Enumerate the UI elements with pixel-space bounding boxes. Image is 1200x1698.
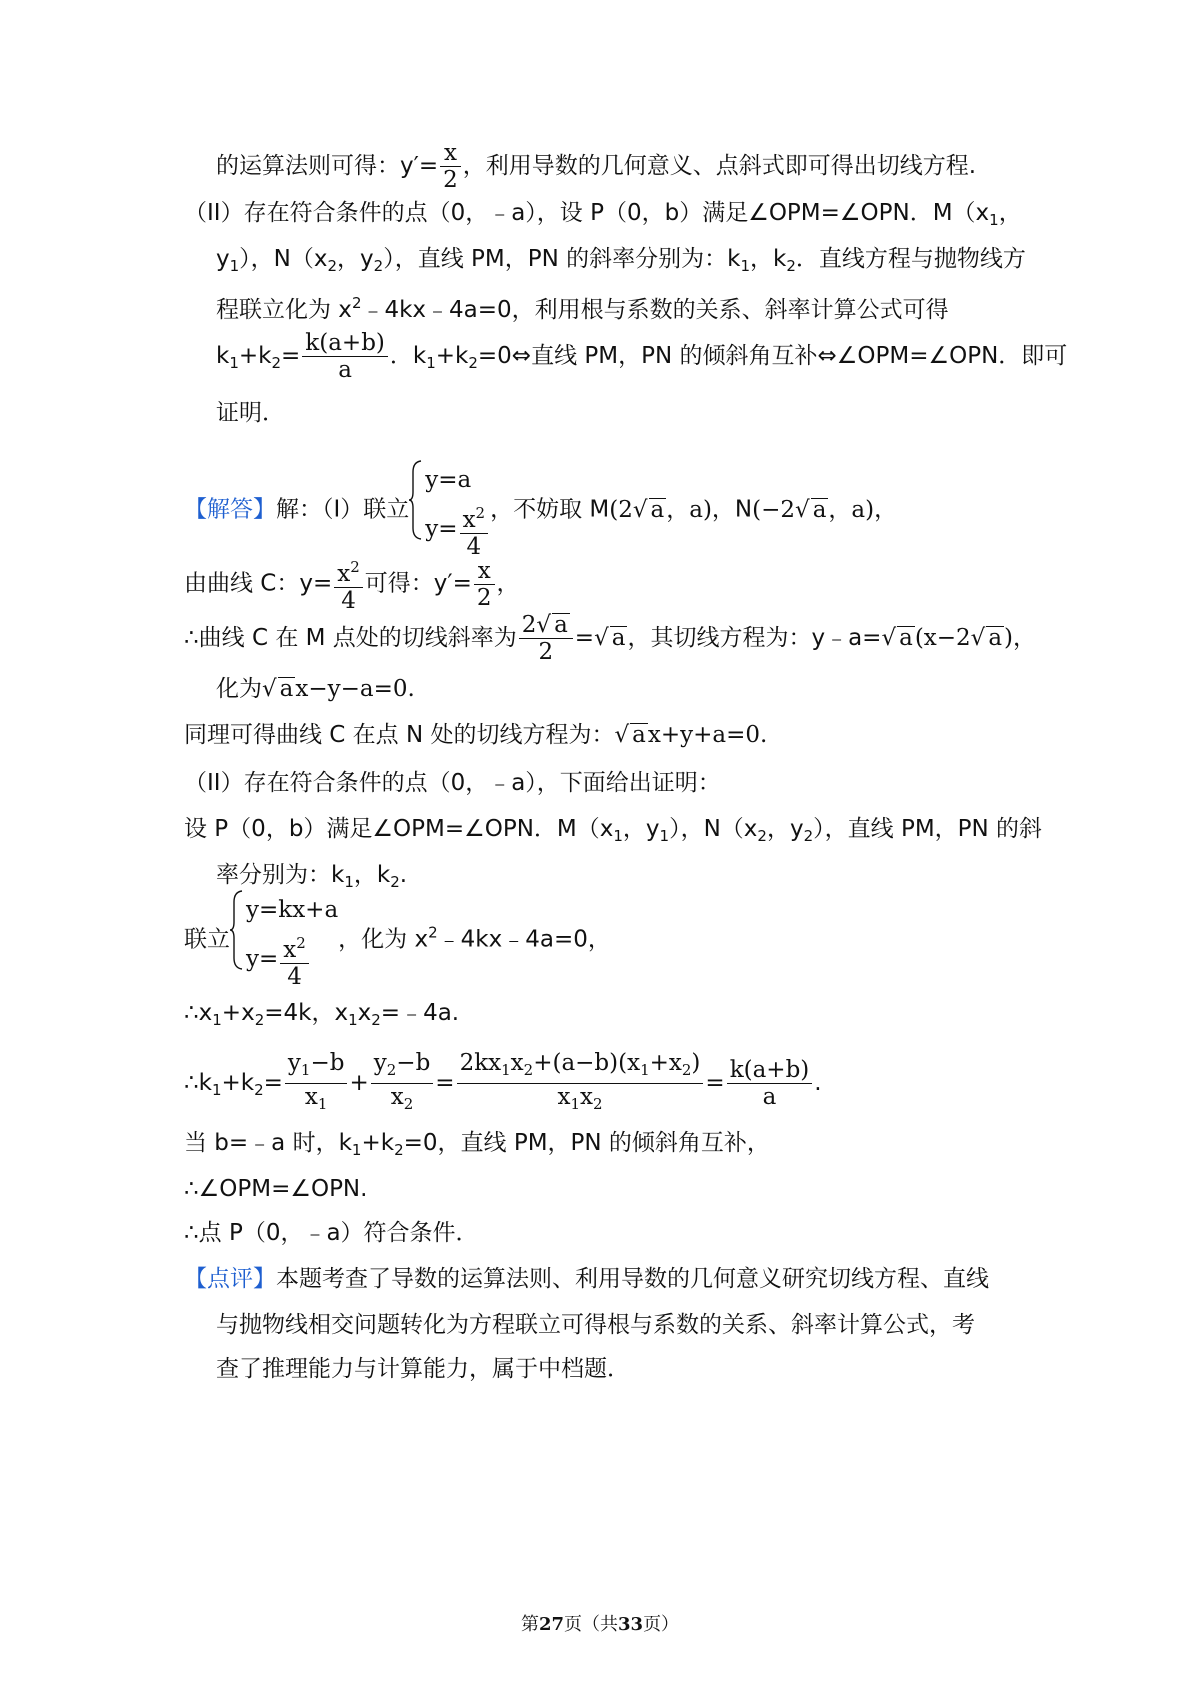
text-line: $\therefore k_1+k_2=$ $\frac{y_1-b}{x_1}$ + $\frac{y_2-b}{x_2}$ = $\frac{2kx_1x_2+(a-b)(x_1+x_2)}{x_1x_2}$ = $\frac{k(a+b)}{a}$ .: [184, 1050, 1200, 1117]
text: 当 b=﹣a 时，k: [184, 1130, 352, 1156]
text-line: $\therefore x_1+x_2=4k$，$x_1x_2=﹣4a$.: [184, 1000, 460, 1029]
text: y: [216, 246, 230, 272]
text-line: [216, 396, 1200, 430]
text: ，N: [711, 496, 753, 523]
text-line: （II）存在符合条件的点（0，﹣a），设 P（0，b）满足∠OPM=∠OPN．$M(x_1$，: [184, 200, 1022, 229]
text-line: $k_1+k_2=$ $\frac{k(a+b)}{a}$ ．$k_1+k_2=0\Leftrightarrow$直线 PM，PN 的倾斜角互补⇔∠OPM=∠OPN．即可: [216, 330, 1068, 383]
text: 联立: [184, 926, 230, 953]
answer-tag: 【解答】: [184, 496, 276, 523]
text-line: 由曲线 C：y= $\frac{x^2}{4}$ 可得：y′= $\frac{x}{2}$ ，: [184, 554, 1200, 614]
text: 率分别为：k: [216, 862, 345, 888]
text: 程联立化为 x: [216, 297, 352, 323]
text: =﹣4a.: [380, 1000, 460, 1026]
text: ，不妨取 M: [490, 496, 610, 523]
text: 同理可得曲线 C 在点 N 处的切线方程为：: [184, 722, 615, 748]
text: 由曲线 C：y=: [184, 570, 333, 597]
page-total: 33: [618, 1614, 644, 1635]
text-line: 程联立化为 $x^2﹣4kx﹣4a=0$，利用根与系数的关系、斜率计算公式可得: [216, 294, 949, 323]
text-line: ∴曲线 C 在 M 点处的切线斜率为 $\frac{2√ a}{2}$ =√ a，其切线方程为：y﹣a=√ a(x−2√ a)，: [184, 612, 1037, 665]
footer-text: 页（共: [564, 1614, 618, 1635]
text-line: [184, 1172, 1200, 1206]
text: ，k: [750, 246, 787, 272]
text: 的运算法则可得：y′=: [216, 153, 439, 179]
text-line: [184, 1262, 1200, 1296]
fraction: $\frac{y_1-b}{x_1}$: [285, 1050, 348, 1117]
text-line: [184, 766, 1200, 800]
text: x+y+a=0.: [647, 722, 768, 748]
fraction: $\frac{k(a+b)}{a}$: [302, 330, 388, 383]
text-line: 率分别为：$k_1$，$k_2$.: [216, 862, 408, 891]
equation-system: y=kx+a y= $\frac{x^2}{4}$: [230, 890, 338, 990]
text: 可得：y′=: [364, 570, 472, 597]
text: （II）存在符合条件的点（0，﹣a），设 P（0，b）满足∠OPM=∠OPN．M（x: [184, 200, 990, 226]
fraction: $\frac{x^2}{4}$: [334, 554, 363, 614]
text-line: 当 b=﹣a 时，$k_1+k_2=0$，直线 PM，PN 的倾斜角互补，: [184, 1130, 770, 1159]
text-line: [216, 1308, 1200, 1342]
review-tag: 【点评】: [184, 1266, 276, 1292]
fraction: $\frac{k(a+b)}{a}$: [727, 1057, 813, 1110]
text-line: 化为√ ax−y−a=0.: [216, 676, 415, 702]
text: ），直线 PM，PN 的斜率分别为：k: [383, 246, 741, 272]
text: ，化为 x: [338, 926, 429, 953]
footer-text: 页）: [643, 1614, 680, 1635]
text: ﹣4kx﹣4a=0，利用根与系数的关系、斜率计算公式可得: [361, 297, 949, 323]
text: ．k: [389, 343, 427, 369]
text: ∴k: [184, 1070, 212, 1096]
text: ∴x: [184, 1000, 213, 1026]
text-line: 设 P（0，b）满足∠OPM=∠OPN．$M(x_1$，$y_1$），$N(x_2$，$y_2$），直线 PM，PN 的斜: [184, 816, 1043, 845]
text-line: 【解答】解：（I）联立 y=a y= $\frac{x^2}{4}$ ，不妨取 M(2√ a，a)，N(−2√ a，a)，: [184, 460, 1200, 560]
text: =4k，x: [264, 1000, 349, 1026]
text: 解：（I）联立: [276, 496, 410, 523]
text: 与抛物线相交问题转化为方程联立可得根与系数的关系、斜率计算公式，考: [216, 1312, 975, 1338]
fraction: $\frac{x}{2}$: [474, 558, 495, 611]
page-footer: [0, 1610, 1200, 1636]
text: ，利用导数的几何意义、点斜式即可得出切线方程.: [462, 153, 977, 179]
text-line: $y_1$），$N(x_2$，$y_2$），直线 PM，PN 的斜率分别为：$k_1$，$k_2$．直线方程与抛物线方: [216, 246, 1026, 275]
text: =0⇔直线 PM，PN 的倾斜角互补⇔∠OPM=∠OPN．即可: [477, 343, 1068, 369]
footer-text: 第: [520, 1614, 539, 1635]
text: 设 P（0，b）满足∠OPM=∠OPN．M（x: [184, 816, 614, 842]
text: =0，直线 PM，PN 的倾斜角互补，: [403, 1130, 770, 1156]
text: （II）存在符合条件的点（0，﹣a），下面给出证明：: [184, 770, 721, 796]
text: 证明．: [216, 400, 285, 426]
text-line: 联立 y=kx+a y= $\frac{x^2}{4}$ ，化为 $x^2﹣4kx﹣4a=0$，: [184, 890, 1200, 990]
text: ．直线方程与抛物线方: [795, 246, 1026, 272]
equation-system: y=a y= $\frac{x^2}{4}$: [409, 460, 490, 560]
text: ，其切线方程为：y﹣a=: [627, 625, 882, 651]
text: ，y: [337, 246, 374, 272]
text-line: [216, 140, 1200, 193]
text: 查了推理能力与计算能力，属于中档题．: [216, 1356, 630, 1382]
fraction: $\frac{y_2-b}{x_2}$: [371, 1050, 434, 1117]
text-line: [216, 1352, 1200, 1386]
text: ∴曲线 C 在 M 点处的切线斜率为: [184, 625, 517, 651]
text: ），N（x: [239, 246, 328, 272]
fraction: $\frac{2√ a}{2}$: [519, 612, 573, 665]
text: x−y−a=0.: [295, 676, 415, 702]
text: 化为: [216, 676, 262, 702]
fraction: $\frac{2kx_1x_2+(a-b)(x_1+x_2)}{x_1x_2}$: [457, 1050, 704, 1117]
text-line: [184, 1216, 1200, 1250]
text-line: 同理可得曲线 C 在点 N 处的切线方程为：√ ax+y+a=0.: [184, 722, 768, 748]
text: 本题考查了导数的运算法则、利用导数的几何意义研究切线方程、直线: [276, 1266, 989, 1292]
text: ﹣4kx﹣4a=0，: [437, 926, 611, 953]
fraction: $\frac{x}{2}$: [440, 140, 461, 193]
page-number: 27: [538, 1614, 564, 1635]
text: ），直线 PM，PN 的斜: [813, 816, 1043, 842]
text: ∴点 P（0，﹣a）符合条件．: [184, 1220, 479, 1246]
text: ∴∠OPM=∠OPN.: [184, 1176, 368, 1202]
